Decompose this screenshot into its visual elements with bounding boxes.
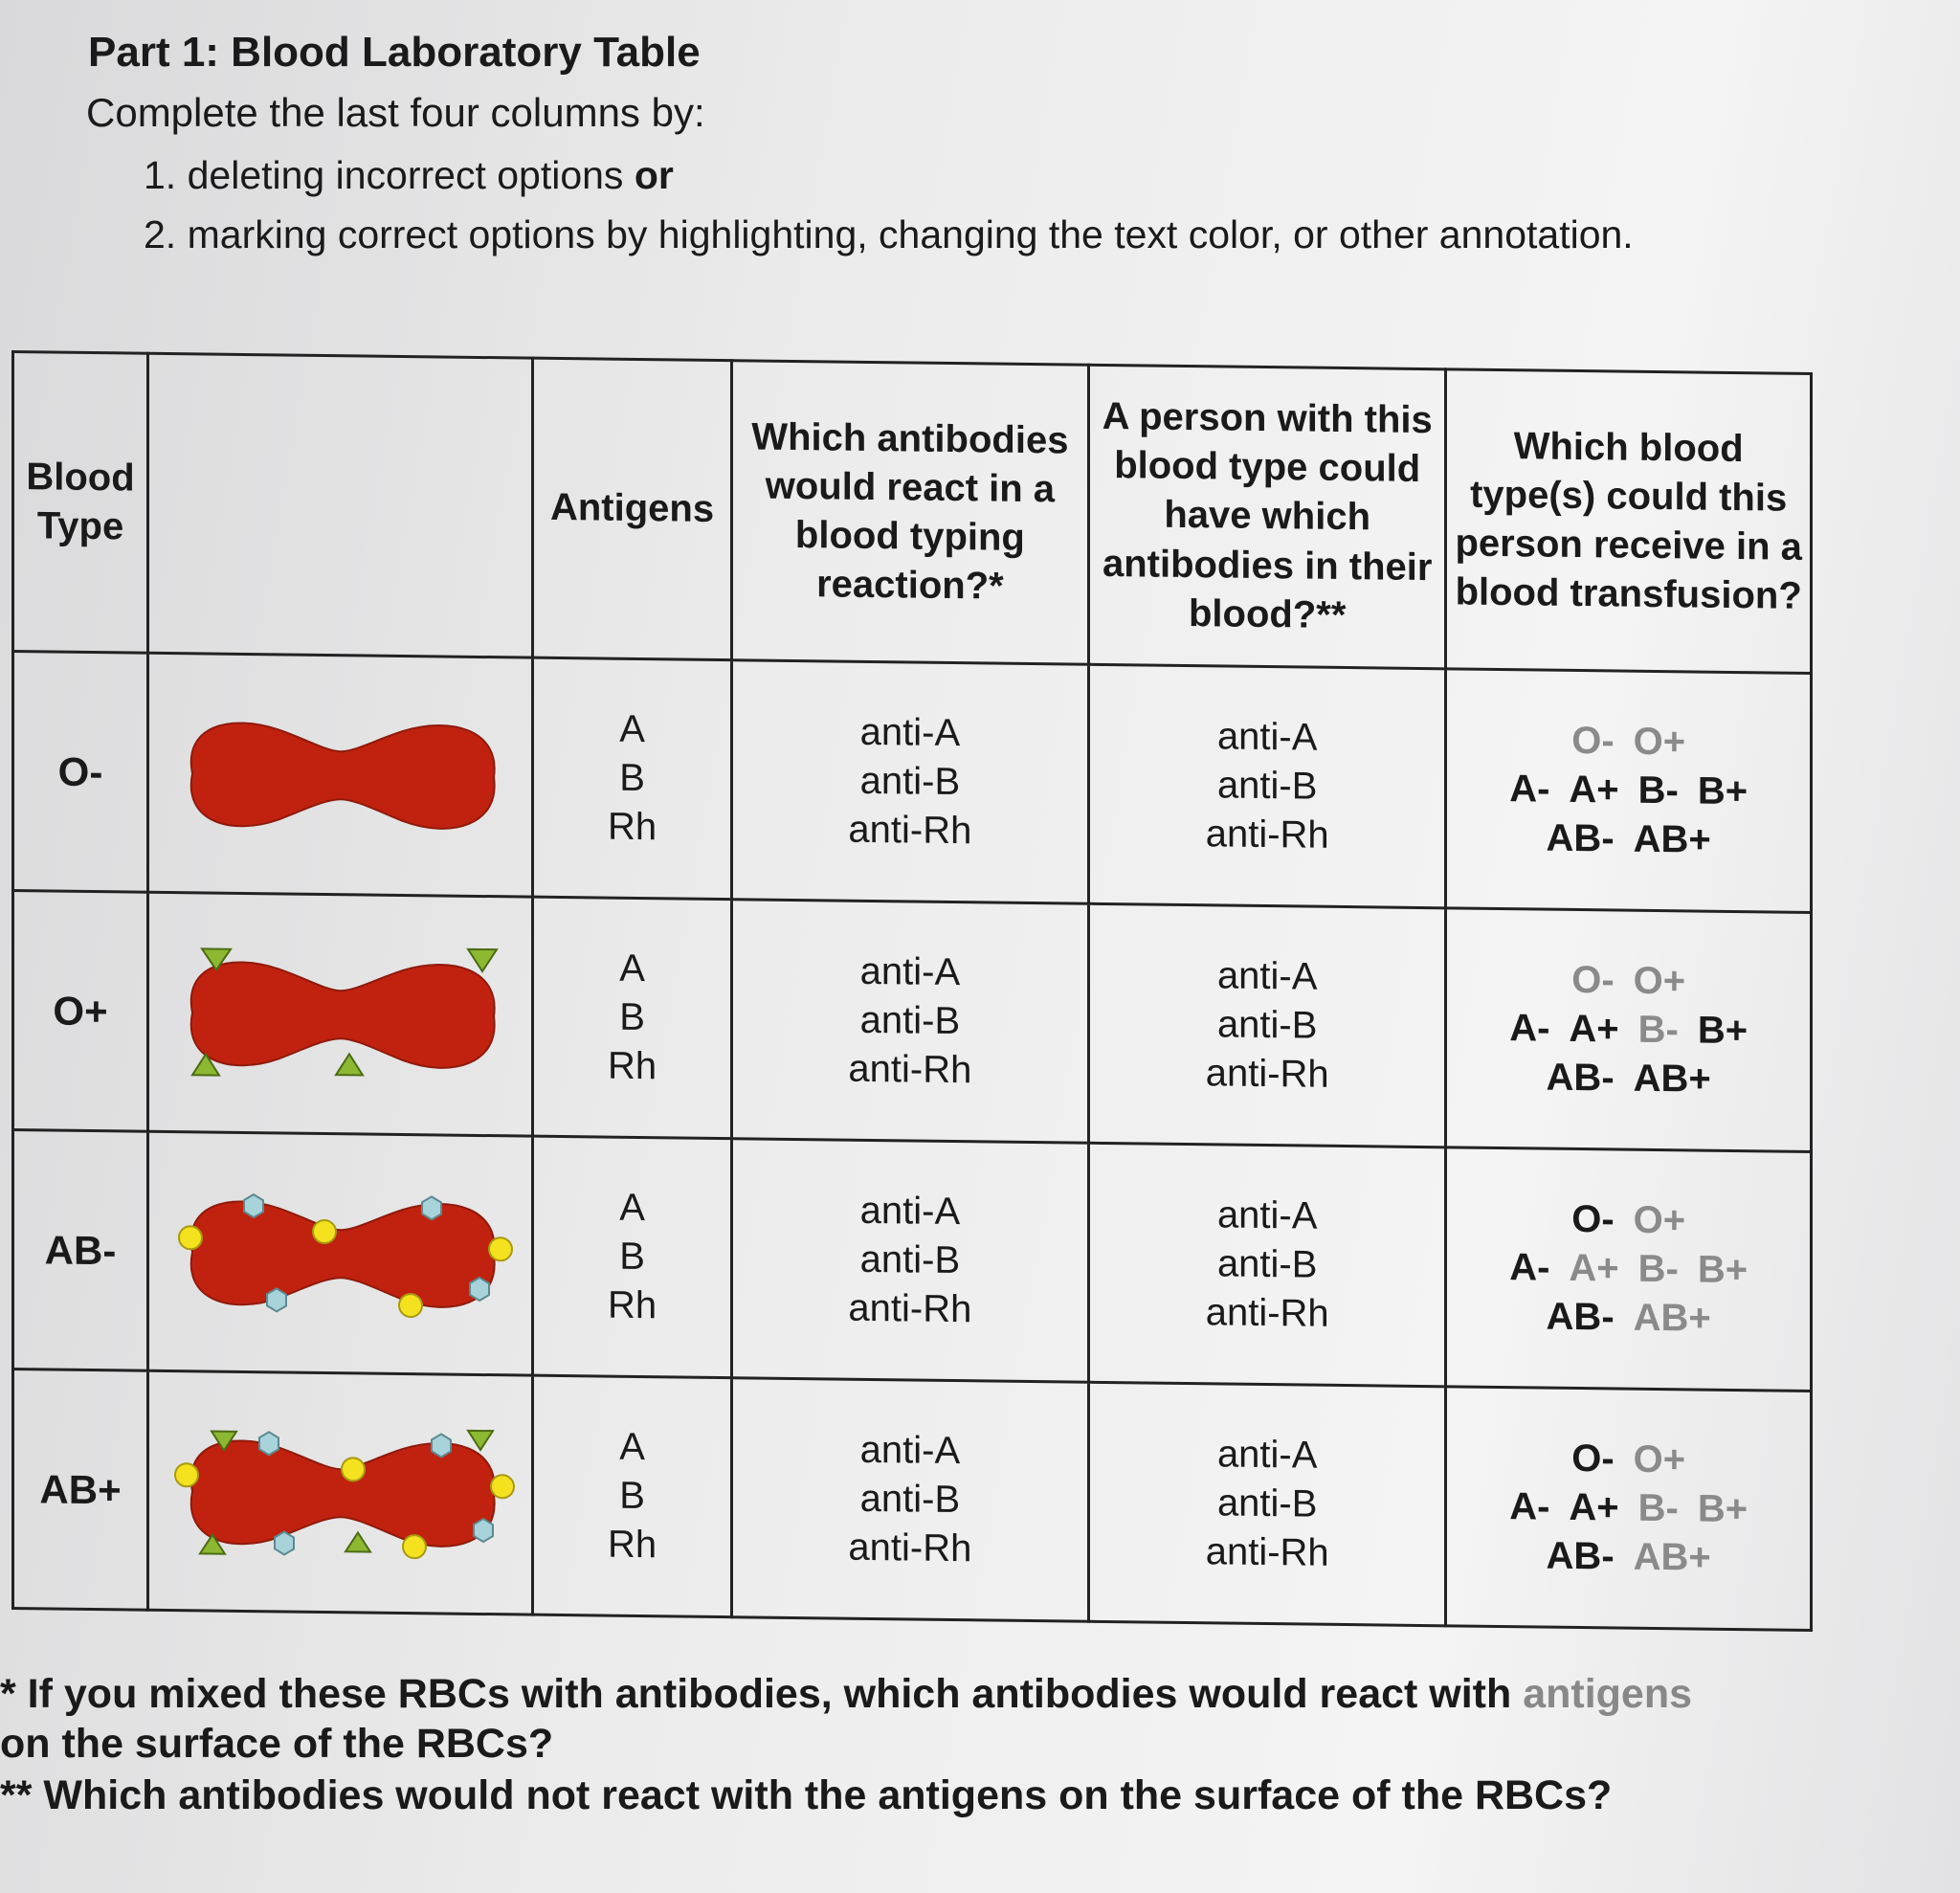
have-antibodies-cell[interactable] xyxy=(1089,664,1446,908)
receive-option[interactable]: AB+ xyxy=(1633,1296,1711,1340)
receive-option[interactable]: A- xyxy=(1509,1485,1550,1528)
react-antibodies-cell[interactable] xyxy=(731,1139,1088,1383)
antibody-option[interactable]: anti-A xyxy=(1216,954,1318,998)
receive-types-cell[interactable] xyxy=(1446,1387,1812,1631)
instruction-1-or: or xyxy=(634,153,674,197)
antibody-option[interactable]: anti-A xyxy=(859,1189,961,1233)
antigen-option[interactable]: B xyxy=(619,756,645,799)
antigen-option[interactable]: B xyxy=(619,995,645,1038)
antibody-option[interactable]: anti-Rh xyxy=(1205,1052,1329,1096)
antibody-option[interactable]: anti-A xyxy=(1216,1193,1318,1237)
antigen-option[interactable]: B xyxy=(619,1235,645,1278)
have-antibodies-cell[interactable] xyxy=(1089,903,1446,1147)
antigen-option[interactable]: B xyxy=(619,1474,645,1517)
receive-option[interactable]: AB+ xyxy=(1633,1057,1711,1101)
antibody-option[interactable]: anti-B xyxy=(859,1237,961,1282)
blood-type-cell: AB- xyxy=(13,1130,148,1371)
receive-types-cell[interactable] xyxy=(1446,669,1812,913)
antibody-option[interactable]: anti-A xyxy=(859,710,961,754)
antibody-option[interactable]: anti-B xyxy=(1216,1003,1318,1047)
blood-type-cell: O+ xyxy=(13,891,148,1132)
have-antibodies-cell[interactable] xyxy=(1089,1143,1446,1387)
col-header-receive: Which blood type(s) could this person receive in a blood transfusion? xyxy=(1446,369,1812,674)
antigens-cell[interactable] xyxy=(533,657,731,900)
rbc-a-b-antigens-icon xyxy=(164,1179,518,1327)
receive-option[interactable]: B- xyxy=(1637,1247,1679,1291)
col-header-antigens: Antigens xyxy=(533,358,731,660)
receive-option[interactable]: O- xyxy=(1571,1436,1615,1481)
receive-types-cell[interactable] xyxy=(1446,1147,1812,1392)
receive-option[interactable]: O- xyxy=(1571,1197,1615,1241)
antibody-option[interactable]: anti-A xyxy=(1216,1433,1318,1477)
receive-option[interactable]: B- xyxy=(1637,1486,1679,1530)
receive-option[interactable]: AB- xyxy=(1546,1295,1615,1339)
antigens-cell[interactable] xyxy=(533,1136,731,1378)
rbc-rh-antigens-icon xyxy=(164,940,518,1088)
rbc-image-cell xyxy=(148,892,533,1136)
antibody-option[interactable]: anti-Rh xyxy=(1205,1530,1329,1574)
receive-option[interactable]: O+ xyxy=(1633,1198,1686,1242)
receive-option[interactable]: A+ xyxy=(1569,1246,1619,1290)
antigen-option[interactable]: A xyxy=(619,707,645,750)
rbc-no-antigens-icon xyxy=(164,701,518,849)
instruction-1-text: deleting incorrect options xyxy=(187,153,624,197)
receive-option[interactable]: AB+ xyxy=(1633,817,1711,861)
antigen-option[interactable]: A xyxy=(619,1425,645,1468)
instruction-2-number: 2. xyxy=(144,212,177,256)
receive-option[interactable]: O+ xyxy=(1633,1437,1686,1481)
receive-option[interactable]: AB+ xyxy=(1633,1535,1711,1579)
receive-option[interactable]: A- xyxy=(1509,1007,1550,1050)
footnote-1 xyxy=(0,1671,1692,1718)
antibody-option[interactable]: anti-B xyxy=(859,998,961,1043)
footnote-1-text: * If you mixed these RBCs with antibodies, which antibodies would react with xyxy=(0,1671,1512,1717)
blood-lab-table xyxy=(11,350,1813,1632)
col-header-have: A person with this blood type could have which antibodies in their blood?** xyxy=(1089,365,1446,669)
receive-option[interactable]: AB- xyxy=(1546,1056,1615,1100)
table-row xyxy=(13,652,1812,913)
col-header-image xyxy=(148,353,533,657)
receive-option[interactable]: B- xyxy=(1637,1008,1679,1052)
antigen-option[interactable]: A xyxy=(619,946,645,990)
antigen-option[interactable]: Rh xyxy=(607,805,657,849)
footnote-2: ** Which antibodies would not react with the antigens on the surface of the RBCs? xyxy=(0,1772,1613,1818)
blood-type-cell: O- xyxy=(13,652,148,893)
antigen-option[interactable]: A xyxy=(619,1186,645,1229)
antigens-cell[interactable] xyxy=(533,897,731,1139)
antigen-option[interactable]: Rh xyxy=(607,1523,657,1567)
table-row xyxy=(13,891,1812,1152)
antibody-option[interactable]: anti-B xyxy=(1216,1242,1318,1286)
receive-option[interactable]: B- xyxy=(1637,768,1679,813)
receive-option[interactable]: A+ xyxy=(1569,768,1619,812)
instruction-2 xyxy=(144,212,1634,257)
rbc-image-cell xyxy=(148,1370,533,1615)
receive-option[interactable]: A+ xyxy=(1569,1007,1619,1051)
receive-option[interactable]: O+ xyxy=(1633,959,1686,1003)
receive-option[interactable]: A- xyxy=(1509,768,1550,811)
antibody-option[interactable]: anti-A xyxy=(859,949,961,993)
col-header-blood-type: Blood Type xyxy=(13,352,148,654)
instruction-2-text: marking correct options by highlighting, changing the text color, or other annotation. xyxy=(187,212,1634,256)
antibody-option[interactable]: anti-A xyxy=(859,1428,961,1472)
receive-option[interactable]: O+ xyxy=(1633,720,1686,764)
react-antibodies-cell[interactable] xyxy=(731,1378,1088,1622)
footnote-1-faded-word: antigens xyxy=(1523,1671,1693,1717)
table-row xyxy=(13,1130,1812,1392)
receive-types-cell[interactable] xyxy=(1446,908,1812,1152)
rbc-image-cell xyxy=(148,653,533,897)
receive-option[interactable]: AB- xyxy=(1546,816,1615,860)
receive-option[interactable]: B+ xyxy=(1697,1487,1748,1531)
receive-option[interactable]: A- xyxy=(1509,1246,1550,1289)
receive-option[interactable]: B+ xyxy=(1697,1009,1748,1053)
footnote-1-continued: on the surface of the RBCs? xyxy=(0,1721,554,1767)
have-antibodies-cell[interactable] xyxy=(1089,1382,1446,1626)
rbc-a-b-rh-antigens-icon xyxy=(164,1418,518,1567)
antibody-option[interactable]: anti-B xyxy=(1216,1481,1318,1526)
antibody-option[interactable]: anti-Rh xyxy=(848,808,972,853)
antigen-option[interactable]: Rh xyxy=(607,1044,657,1088)
receive-option[interactable]: B+ xyxy=(1697,1248,1748,1292)
antibody-option[interactable]: anti-B xyxy=(1216,764,1318,808)
receive-option[interactable]: B+ xyxy=(1697,769,1748,813)
blood-type-cell: AB+ xyxy=(13,1370,148,1611)
antibody-option[interactable]: anti-Rh xyxy=(1205,1291,1329,1335)
page-title: Part 1: Blood Laboratory Table xyxy=(88,29,701,76)
receive-option[interactable]: O- xyxy=(1571,719,1615,763)
react-antibodies-cell[interactable] xyxy=(731,660,1088,904)
instruction-1 xyxy=(144,153,674,198)
antibody-option[interactable]: anti-Rh xyxy=(848,1526,972,1570)
col-header-react: Which antibodies would react in a blood typing reaction?* xyxy=(731,361,1088,665)
table-header-row xyxy=(13,352,1812,674)
antibody-option[interactable]: anti-Rh xyxy=(1205,813,1329,857)
antigen-option[interactable]: Rh xyxy=(607,1283,657,1327)
antigens-cell[interactable] xyxy=(533,1375,731,1617)
antibody-option[interactable]: anti-A xyxy=(1216,715,1318,759)
antibody-option[interactable]: anti-Rh xyxy=(848,1286,972,1331)
page-subtitle: Complete the last four columns by: xyxy=(86,90,705,135)
instruction-1-number: 1. xyxy=(144,153,177,197)
antibody-option[interactable]: anti-B xyxy=(859,759,961,804)
receive-option[interactable]: A+ xyxy=(1569,1485,1619,1529)
react-antibodies-cell[interactable] xyxy=(731,900,1088,1144)
receive-option[interactable]: O- xyxy=(1571,958,1615,1002)
rbc-image-cell xyxy=(148,1131,533,1375)
antibody-option[interactable]: anti-B xyxy=(859,1477,961,1522)
antibody-option[interactable]: anti-Rh xyxy=(848,1047,972,1092)
receive-option[interactable]: AB- xyxy=(1546,1534,1615,1578)
table-row xyxy=(13,1370,1812,1631)
